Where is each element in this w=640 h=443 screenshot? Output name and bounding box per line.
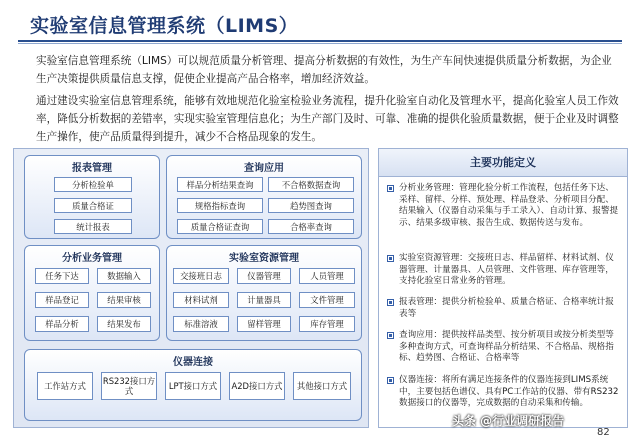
group-title: 报表管理	[72, 163, 112, 174]
lims-module-diagram	[13, 148, 369, 428]
module-cell: 样品分析结果查询	[177, 177, 263, 192]
group-title: 实验室资源管理	[229, 253, 299, 264]
module-cell: 数据输入	[97, 268, 151, 284]
def-text: 报表管理：提供分析检验单、质量合格证、合格率统计报表等	[399, 297, 614, 319]
module-cell: 规格指标查询	[177, 198, 263, 213]
bullet-icon	[387, 377, 394, 384]
benefit-paragraph: 通过建设实验室信息管理系统，能够有效地规范化验室检验业务流程，提升化验室自动化及管理水平，提高化验室人员工作效率，降低分析数据的差错率，实现实验室管理信息化；为生产部门及时、可靠、准确的提供化验质量数据，便于企业及时调整生产操作，使产品质量得到提升，减少不合格品现象的发生。	[36, 95, 619, 143]
module-cell: 计量器具	[237, 292, 291, 308]
module-cell: 统计报表	[54, 219, 132, 234]
report-management-group	[24, 155, 160, 239]
group-title: 分析业务管理	[62, 253, 122, 264]
group-title: 仪器连接	[173, 357, 213, 368]
module-cell: 任务下达	[35, 268, 89, 284]
module-cell: LPT接口方式	[165, 372, 221, 400]
module-cell: 材料试剂	[173, 292, 229, 308]
module-cell: 结果审核	[97, 292, 151, 308]
module-cell: 标准溶液	[173, 316, 229, 332]
module-cell: 样品登记	[35, 292, 89, 308]
module-cell: 其他接口方式	[293, 372, 351, 400]
module-cell: 质量合格证	[54, 198, 132, 213]
function-definition-panel	[378, 148, 628, 428]
module-cell: 人员管理	[299, 268, 355, 284]
group-title: 查询应用	[244, 163, 284, 174]
page-number: 82	[597, 427, 610, 438]
title-divider-thin	[18, 43, 622, 44]
bullet-icon	[387, 185, 394, 192]
def-text: 分析业务管理：管理化验分析工作流程，包括任务下达、采样、留样、分样、预处理、样品登录、分析项目分配、结果输入（仪器自动采集与手工录入）、自动计算、报警提示、结果多级审核、报告生成、数据传送与发布。	[399, 183, 619, 228]
query-application-group	[166, 155, 362, 239]
module-cell: 留样管理	[237, 316, 291, 332]
def-text: 查询应用：提供按样品类型、按分析项目或按分析类型等多种查询方式，可查询样品分析结果、不合格品、规格指标、趋势图、合格证、合格率等	[399, 330, 614, 364]
lab-resource-group	[166, 245, 362, 341]
module-cell: 质量合格证查询	[177, 219, 263, 234]
module-cell: 不合格数据查询	[268, 177, 354, 192]
def-item-analysis	[387, 183, 621, 229]
def-text: 仪器连接：将所有满足连接条件的仪器连接到LIMS系统中，主要包括色谱仪、具有PC工作站的仪器、带有RS232数据接口的仪器等，完成数据的自动采集和传输。	[399, 375, 619, 409]
module-cell: RS232接口方式	[101, 372, 157, 400]
def-item-report	[387, 297, 621, 320]
instrument-connection-group	[24, 349, 362, 421]
module-cell: 库存管理	[299, 316, 355, 332]
intro-paragraph: 实验室信息管理系统（LIMS）可以规范质量分析管理、提高分析数据的有效性，为生产车间快速提供质量分析数据，为企业生产决策提供质量信息支撑，促使企业提高产品合格率，增加经济效益。	[36, 55, 612, 85]
def-item-resources	[387, 253, 621, 288]
bullet-icon	[387, 299, 394, 306]
module-cell: 样品分析	[35, 316, 89, 332]
module-cell: 仪器管理	[237, 268, 291, 284]
watermark: 头条 @行业调研报告	[452, 414, 565, 428]
def-item-instrument	[387, 375, 621, 410]
analysis-business-group	[24, 245, 160, 341]
module-cell: 分析检验单	[54, 177, 132, 192]
module-cell: 合格率查询	[268, 219, 354, 234]
module-cell: 趋势图查询	[268, 198, 354, 213]
module-cell: 文件管理	[299, 292, 355, 308]
defs-header: 主要功能定义	[379, 149, 627, 177]
module-cell: 结果发布	[97, 316, 151, 332]
module-cell: 工作站方式	[37, 372, 93, 400]
page-title: 实验室信息管理系统（LIMS）	[30, 15, 299, 37]
title-divider	[18, 40, 622, 42]
def-text: 实验室资源管理：交接班日志、样品留样、材料试剂、仪器管理、计量器具、人员管理、文件管理、库存管理等，支持化验室日常业务的管理。	[399, 253, 614, 287]
module-cell: 交接班日志	[173, 268, 229, 284]
bullet-icon	[387, 255, 394, 262]
bullet-icon	[387, 332, 394, 339]
module-cell: A2D接口方式	[229, 372, 285, 400]
def-item-query	[387, 330, 621, 365]
